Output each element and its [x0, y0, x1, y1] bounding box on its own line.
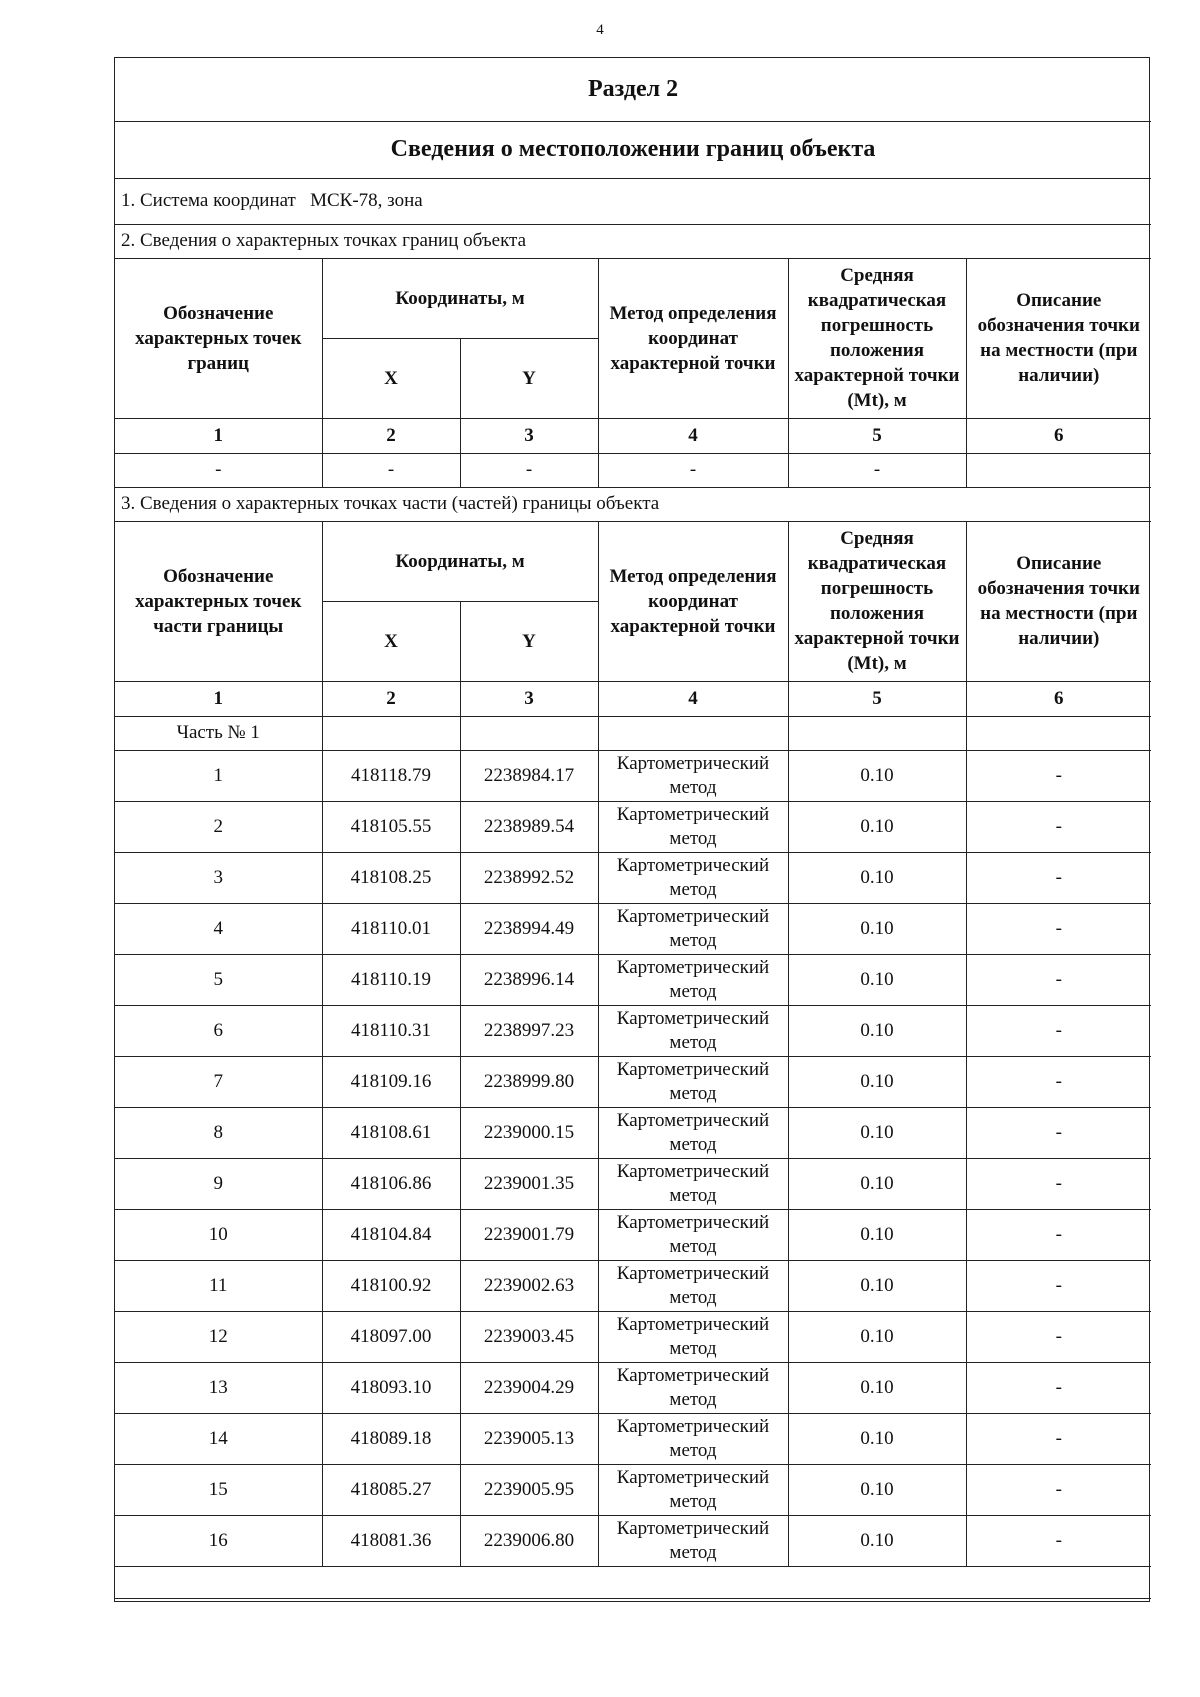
- block2-col-number: 2: [322, 418, 460, 453]
- point-number: 14: [115, 1413, 322, 1464]
- point-description: -: [966, 801, 1151, 852]
- table-row: [115, 1515, 1151, 1566]
- block2-col-number: 1: [115, 418, 322, 453]
- point-method: Картометрический метод: [598, 1311, 788, 1362]
- point-number: 2: [115, 801, 322, 852]
- point-method: Картометрический метод: [598, 801, 788, 852]
- point-method: Картометрический метод: [598, 1005, 788, 1056]
- point-method: Картометрический метод: [598, 1209, 788, 1260]
- part-header-row: [115, 716, 1151, 750]
- point-x: 418110.01: [322, 903, 460, 954]
- point-y: 2238989.54: [460, 801, 598, 852]
- point-number: 1: [115, 750, 322, 801]
- point-x: 418110.19: [322, 954, 460, 1005]
- table-cell: -: [460, 453, 598, 487]
- block2-header-y: Y: [460, 338, 598, 418]
- point-y: 2239001.79: [460, 1209, 598, 1260]
- table-cell: -: [598, 453, 788, 487]
- block2-header-description: Описание обозначения точки на местности (при наличии): [966, 258, 1151, 418]
- block3-header-description: Описание обозначения точки на местности (при наличии): [966, 521, 1151, 681]
- table-row: [115, 1005, 1151, 1056]
- table-row: [115, 1464, 1151, 1515]
- table-cell: -: [322, 453, 460, 487]
- block2-col-number: 3: [460, 418, 598, 453]
- point-method: Картометрический метод: [598, 903, 788, 954]
- point-y: 2238997.23: [460, 1005, 598, 1056]
- point-mt: 0.10: [788, 1209, 966, 1260]
- point-description: -: [966, 1107, 1151, 1158]
- point-number: 16: [115, 1515, 322, 1566]
- table-row: [115, 1311, 1151, 1362]
- point-description: -: [966, 750, 1151, 801]
- point-method: Картометрический метод: [598, 1107, 788, 1158]
- point-x: 418108.61: [322, 1107, 460, 1158]
- block2-header-x: X: [322, 338, 460, 418]
- block2-empty-row: [115, 453, 1151, 487]
- point-number: 12: [115, 1311, 322, 1362]
- point-x: 418109.16: [322, 1056, 460, 1107]
- section-subtitle: Сведения о местоположении границ объекта: [115, 121, 1151, 178]
- table-row: [115, 1362, 1151, 1413]
- point-mt: 0.10: [788, 1158, 966, 1209]
- point-number: 7: [115, 1056, 322, 1107]
- point-y: 2238996.14: [460, 954, 598, 1005]
- point-y: 2238999.80: [460, 1056, 598, 1107]
- table-cell: [966, 453, 1151, 487]
- point-description: -: [966, 1362, 1151, 1413]
- point-mt: 0.10: [788, 903, 966, 954]
- point-number: 11: [115, 1260, 322, 1311]
- table-footer-row: [115, 1566, 1151, 1598]
- point-y: 2238992.52: [460, 852, 598, 903]
- block3-header-x: X: [322, 601, 460, 681]
- point-y: 2239001.35: [460, 1158, 598, 1209]
- point-mt: 0.10: [788, 1362, 966, 1413]
- coord-system-value: МСК-78, зона: [310, 190, 423, 211]
- block2-col-number: 5: [788, 418, 966, 453]
- point-mt: 0.10: [788, 1056, 966, 1107]
- point-x: 418097.00: [322, 1311, 460, 1362]
- point-y: 2238994.49: [460, 903, 598, 954]
- block2-header-error: Средняя квадратическая погрешность положения характерной точки (Mt), м: [788, 258, 966, 418]
- point-mt: 0.10: [788, 1005, 966, 1056]
- point-method: Картометрический метод: [598, 750, 788, 801]
- point-number: 8: [115, 1107, 322, 1158]
- table-row: [115, 1260, 1151, 1311]
- part-label: Часть № 1: [115, 716, 322, 750]
- point-number: 15: [115, 1464, 322, 1515]
- table-row: [115, 903, 1151, 954]
- table-row: [115, 1107, 1151, 1158]
- point-method: Картометрический метод: [598, 1464, 788, 1515]
- block3-header-error: Средняя квадратическая погрешность положения характерной точки (Mt), м: [788, 521, 966, 681]
- page-number: 4: [596, 22, 604, 38]
- point-y: 2238984.17: [460, 750, 598, 801]
- point-y: 2239005.13: [460, 1413, 598, 1464]
- point-x: 418093.10: [322, 1362, 460, 1413]
- point-number: 10: [115, 1209, 322, 1260]
- table-cell: [966, 716, 1151, 750]
- point-number: 6: [115, 1005, 322, 1056]
- point-mt: 0.10: [788, 954, 966, 1005]
- block3-header-y: Y: [460, 601, 598, 681]
- point-x: 418100.92: [322, 1260, 460, 1311]
- block3-col-number: 6: [966, 681, 1151, 716]
- point-description: -: [966, 954, 1151, 1005]
- point-y: 2239003.45: [460, 1311, 598, 1362]
- block2-col-number: 4: [598, 418, 788, 453]
- point-description: -: [966, 903, 1151, 954]
- block3-col-number: 3: [460, 681, 598, 716]
- point-description: -: [966, 1056, 1151, 1107]
- point-x: 418081.36: [322, 1515, 460, 1566]
- point-method: Картометрический метод: [598, 1515, 788, 1566]
- table-cell: [598, 716, 788, 750]
- table-row: [115, 801, 1151, 852]
- point-method: Картометрический метод: [598, 1413, 788, 1464]
- point-x: 418105.55: [322, 801, 460, 852]
- point-method: Картометрический метод: [598, 954, 788, 1005]
- table-cell: [322, 716, 460, 750]
- block2-header-designation: Обозначение характерных точек границ: [115, 258, 322, 418]
- table-row: [115, 1413, 1151, 1464]
- block3-header-method: Метод определения координат характерной точки: [598, 521, 788, 681]
- document-sheet: [114, 57, 1150, 1602]
- point-description: -: [966, 852, 1151, 903]
- point-number: 5: [115, 954, 322, 1005]
- point-description: -: [966, 1005, 1151, 1056]
- table-cell: [115, 1566, 1151, 1598]
- point-x: 418089.18: [322, 1413, 460, 1464]
- point-mt: 0.10: [788, 1107, 966, 1158]
- point-description: -: [966, 1158, 1151, 1209]
- block3-col-number: 2: [322, 681, 460, 716]
- point-y: 2239002.63: [460, 1260, 598, 1311]
- coord-system-line: [115, 178, 1151, 224]
- point-description: -: [966, 1311, 1151, 1362]
- block2-header-coordinates: Координаты, м: [322, 258, 598, 338]
- point-y: 2239004.29: [460, 1362, 598, 1413]
- block2-col-number: 6: [966, 418, 1151, 453]
- point-mt: 0.10: [788, 750, 966, 801]
- block3-title: 3. Сведения о характерных точках части (частей) границы объекта: [115, 487, 1151, 521]
- section-table: [115, 58, 1151, 1599]
- block3-col-number: 4: [598, 681, 788, 716]
- block3-col-number: 1: [115, 681, 322, 716]
- point-method: Картометрический метод: [598, 1056, 788, 1107]
- point-description: -: [966, 1464, 1151, 1515]
- point-number: 4: [115, 903, 322, 954]
- block3-header-designation: Обозначение характерных точек части границы: [115, 521, 322, 681]
- point-mt: 0.10: [788, 1413, 966, 1464]
- table-row: [115, 1209, 1151, 1260]
- table-row: [115, 1158, 1151, 1209]
- table-row: [115, 954, 1151, 1005]
- point-number: 13: [115, 1362, 322, 1413]
- point-y: 2239005.95: [460, 1464, 598, 1515]
- point-mt: 0.10: [788, 1515, 966, 1566]
- block3-header-coordinates: Координаты, м: [322, 521, 598, 601]
- point-x: 418108.25: [322, 852, 460, 903]
- table-row: [115, 750, 1151, 801]
- point-description: -: [966, 1209, 1151, 1260]
- table-cell: -: [115, 453, 322, 487]
- table-cell: -: [788, 453, 966, 487]
- point-mt: 0.10: [788, 852, 966, 903]
- point-number: 3: [115, 852, 322, 903]
- point-x: 418110.31: [322, 1005, 460, 1056]
- block2-title: 2. Сведения о характерных точках границ объекта: [115, 224, 1151, 258]
- point-method: Картометрический метод: [598, 1158, 788, 1209]
- point-x: 418118.79: [322, 750, 460, 801]
- point-method: Картометрический метод: [598, 1260, 788, 1311]
- point-number: 9: [115, 1158, 322, 1209]
- point-method: Картометрический метод: [598, 1362, 788, 1413]
- point-mt: 0.10: [788, 801, 966, 852]
- section-title: Раздел 2: [115, 58, 1151, 121]
- point-description: -: [966, 1413, 1151, 1464]
- table-cell: [788, 716, 966, 750]
- point-y: 2239000.15: [460, 1107, 598, 1158]
- point-x: 418104.84: [322, 1209, 460, 1260]
- point-method: Картометрический метод: [598, 852, 788, 903]
- point-x: 418085.27: [322, 1464, 460, 1515]
- point-mt: 0.10: [788, 1464, 966, 1515]
- table-cell: [460, 716, 598, 750]
- point-mt: 0.10: [788, 1260, 966, 1311]
- table-row: [115, 852, 1151, 903]
- point-description: -: [966, 1260, 1151, 1311]
- point-mt: 0.10: [788, 1311, 966, 1362]
- block2-header-method: Метод определения координат характерной точки: [598, 258, 788, 418]
- point-description: -: [966, 1515, 1151, 1566]
- point-x: 418106.86: [322, 1158, 460, 1209]
- coord-system-label: 1. Система координат: [121, 190, 296, 211]
- table-row: [115, 1056, 1151, 1107]
- point-y: 2239006.80: [460, 1515, 598, 1566]
- block3-col-number: 5: [788, 681, 966, 716]
